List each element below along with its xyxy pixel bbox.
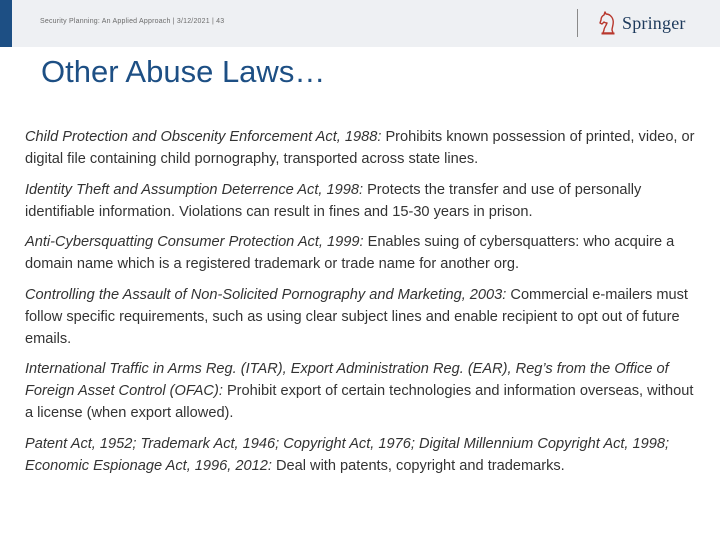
law-item — [25, 433, 705, 477]
law-name: Controlling the Assault of Non-Solicited Pornography and Marketing, 2003: — [25, 286, 507, 303]
law-description: Deal with patents, copyright and trademarks. — [271, 457, 565, 474]
law-name: Child Protection and Obscenity Enforcement Act, 1988: — [25, 129, 382, 145]
law-description: Enables suing of cybersquatters: who acquire a domain name which is a registered trademark or trade name for another org. — [25, 234, 675, 273]
law-description: Commercial e-mailers must follow specific requirements, such as using clear subject lines and enable recipient to opt out of future emails. — [25, 286, 688, 347]
law-name: Identity Theft and Assumption Deterrence Act, 1998: — [25, 181, 364, 198]
slide-content — [25, 126, 705, 486]
slide-title: Other Abuse Laws… — [41, 54, 326, 89]
header-meta: Security Planning: An Applied Approach | 3/12/2021 | 43 — [40, 18, 225, 25]
law-description: Protects the transfer and use of personally identifiable information. Violations can result in fines and 15-30 years in prison. — [25, 181, 642, 220]
law-item — [25, 126, 705, 170]
law-item — [25, 284, 705, 350]
logo-text: Springer — [622, 12, 686, 33]
header-divider — [577, 9, 578, 37]
left-accent-bar — [0, 0, 12, 47]
law-item — [25, 358, 705, 424]
law-description: Prohibit export of certain technologies and information overseas, without a license (when export allowed). — [25, 383, 694, 422]
law-item — [25, 231, 705, 275]
law-name: Patent Act, 1952; Trademark Act, 1946; Copyright Act, 1976; Digital Millennium Copyright Act, 1998; Economic Espionage Act, 1996, 2012: — [25, 435, 670, 474]
law-description: Prohibits known possession of printed, video, or digital file containing child pornography, transported across state lines. — [25, 129, 695, 167]
law-name: International Traffic in Arms Reg. (ITAR), Export Administration Reg. (EAR), Reg’s from the Office of Foreign Asset Control (OFAC): — [25, 361, 669, 400]
chess-knight-icon — [598, 11, 618, 35]
law-name: Anti-Cybersquatting Consumer Protection Act, 1999: — [25, 234, 364, 251]
law-item — [25, 179, 705, 223]
springer-logo — [598, 10, 686, 36]
